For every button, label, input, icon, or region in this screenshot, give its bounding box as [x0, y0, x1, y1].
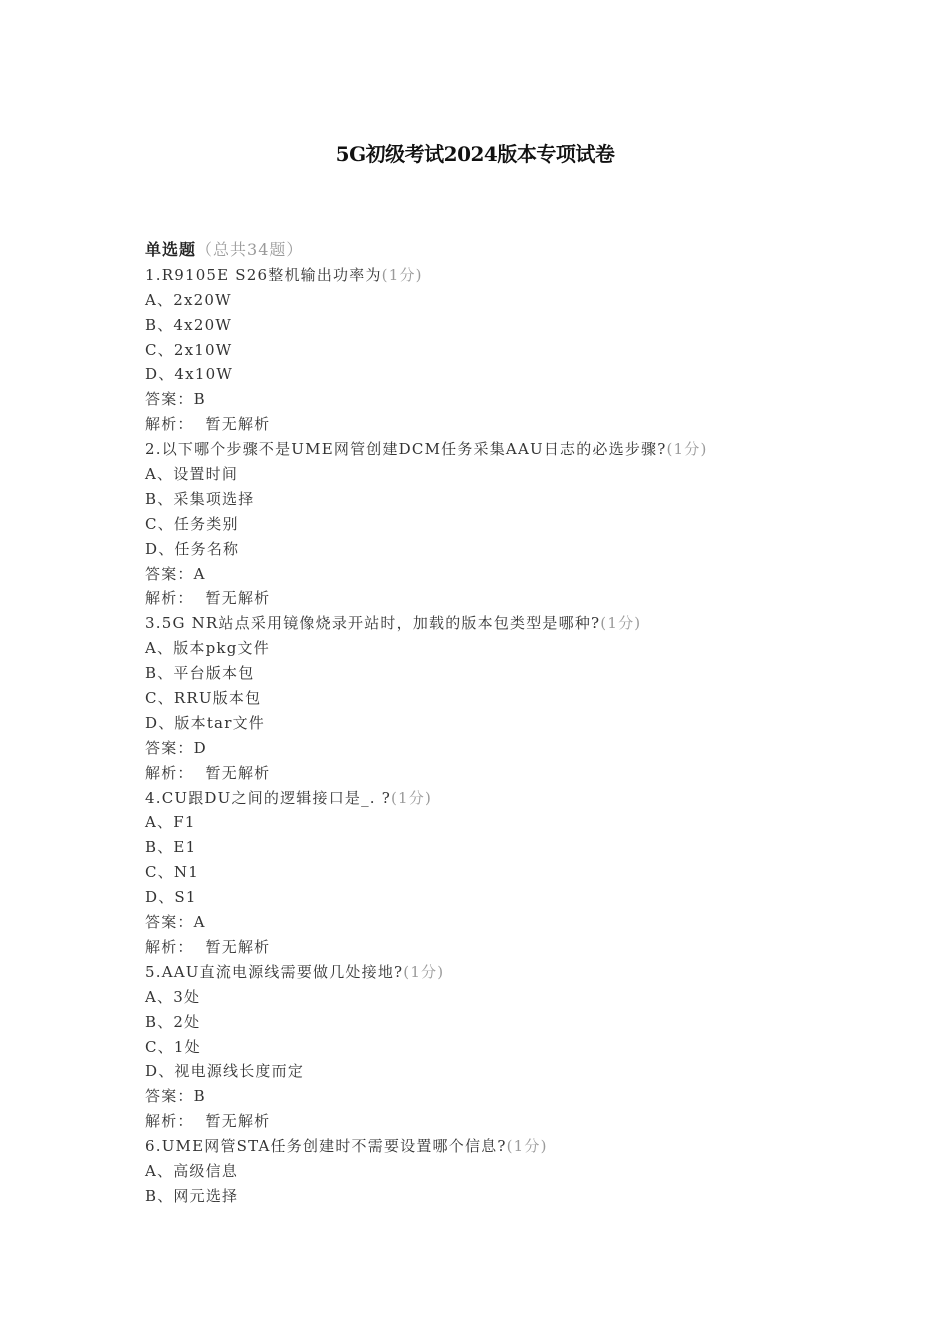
option-a: A、版本pkg文件: [145, 639, 270, 658]
analysis-value: 暂无解析: [205, 763, 271, 782]
question-text: 4.CU跟DU之间的逻辑接口是_. ?: [145, 788, 391, 807]
option-c: C、1处: [145, 1037, 201, 1056]
question-text: 6.UME网管STA任务创建时不需要设置哪个信息?: [145, 1137, 507, 1156]
question-stem: [145, 1134, 905, 1159]
answer-line: [145, 1084, 905, 1109]
question-score: (1分): [390, 788, 433, 807]
answer-line: [145, 736, 905, 761]
question-text: 3.5G NR站点采用镜像烧录开站时，加载的版本包类型是哪种?: [145, 614, 601, 633]
analysis-label: 解析：: [145, 937, 194, 956]
option-b: B、E1: [145, 838, 197, 857]
section-label: 单选题: [145, 240, 197, 259]
option-c: C、2x10W: [145, 340, 233, 359]
analysis-value: 暂无解析: [205, 937, 271, 956]
option-a: A、3处: [145, 987, 201, 1006]
option-c: C、任务类别: [145, 514, 239, 533]
question-4: [145, 786, 905, 960]
answer-line: [145, 387, 905, 412]
option-a: A、F1: [145, 813, 196, 832]
option-d: D、任务名称: [145, 539, 240, 558]
option-a: A、设置时间: [145, 465, 239, 484]
question-score: (1分): [600, 614, 642, 633]
analysis-line: [145, 761, 905, 786]
analysis-line: [145, 1109, 905, 1134]
section-count: （总共34题）: [196, 240, 304, 259]
answer-label: 答案：: [145, 390, 194, 409]
question-score: (1分): [666, 440, 708, 459]
section-header: [145, 238, 905, 263]
option-b: B、平台版本包: [145, 664, 255, 683]
option-d: D、版本tar文件: [145, 713, 265, 732]
question-list: [145, 238, 905, 1209]
analysis-line: [145, 412, 905, 437]
document-title: 5G初级考试2024版本专项试卷: [335, 142, 615, 166]
question-text: 5.AAU直流电源线需要做几处接地?: [145, 962, 404, 981]
question-score: (1分): [403, 962, 445, 981]
answer-value: D: [193, 738, 207, 757]
option-b: B、2处: [145, 1012, 201, 1031]
option-a: A、2x20W: [145, 290, 232, 309]
question-text: 1.R9105E S26整机输出功率为: [145, 265, 382, 284]
question-stem: [145, 786, 905, 811]
question-stem: [145, 611, 905, 636]
question-3: [145, 611, 905, 785]
option-b: B、4x20W: [145, 315, 232, 334]
analysis-value: 暂无解析: [205, 1112, 271, 1131]
question-text: 2.以下哪个步骤不是UME网管创建DCM任务采集AAU日志的必选步骤?: [145, 440, 667, 459]
analysis-label: 解析：: [145, 589, 194, 608]
answer-label: 答案：: [145, 1087, 194, 1106]
option-a: A、高级信息: [145, 1161, 239, 1180]
question-stem: [145, 437, 905, 462]
answer-value: A: [193, 913, 206, 932]
question-stem: [145, 960, 905, 985]
option-c: C、RRU版本包: [145, 689, 262, 708]
question-1: [145, 263, 905, 437]
answer-line: [145, 562, 905, 587]
question-score: (1分): [506, 1137, 548, 1156]
question-2: [145, 437, 905, 611]
analysis-label: 解析：: [145, 763, 194, 782]
answer-value: B: [193, 390, 206, 409]
answer-label: 答案：: [145, 913, 194, 932]
option-c: C、N1: [145, 863, 199, 882]
option-d: D、S1: [145, 888, 197, 907]
answer-value: B: [193, 1087, 206, 1106]
question-score: (1分): [381, 265, 423, 284]
answer-line: [145, 910, 905, 935]
analysis-line: [145, 586, 905, 611]
question-stem: [145, 263, 905, 288]
option-b: B、采集项选择: [145, 489, 255, 508]
option-d: D、视电源线长度而定: [145, 1062, 305, 1081]
analysis-value: 暂无解析: [205, 415, 271, 434]
analysis-value: 暂无解析: [205, 589, 271, 608]
option-d: D、4x10W: [145, 365, 233, 384]
question-6: [145, 1134, 905, 1209]
analysis-line: [145, 935, 905, 960]
option-b: B、网元选择: [145, 1186, 239, 1205]
analysis-label: 解析：: [145, 1112, 194, 1131]
analysis-label: 解析：: [145, 415, 194, 434]
answer-label: 答案：: [145, 738, 194, 757]
answer-label: 答案：: [145, 564, 194, 583]
question-5: [145, 960, 905, 1134]
answer-value: A: [193, 564, 206, 583]
